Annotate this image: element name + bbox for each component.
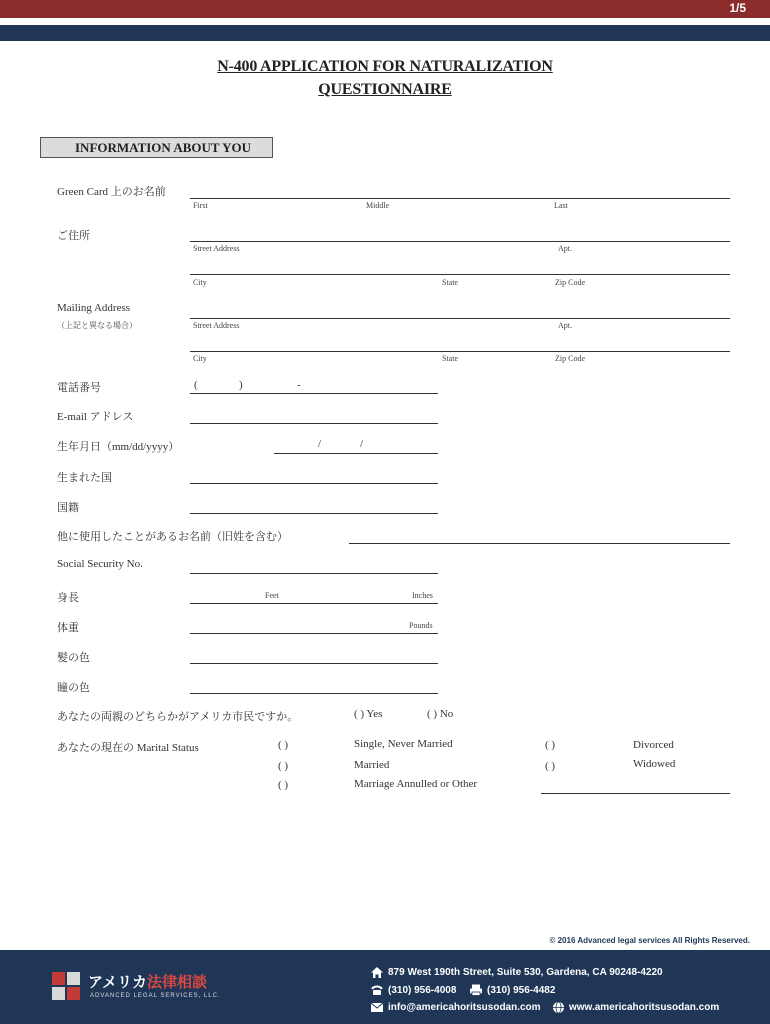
ssn-label: Social Security No. [57, 558, 143, 570]
top-bar [0, 0, 770, 18]
dob-separator-1: / [318, 438, 322, 450]
married-option-label: Married [354, 759, 390, 771]
other-names-input-line[interactable] [349, 543, 730, 544]
company-logo-subtitle: ADVANCED LEGAL SERVICES, LLC. [90, 993, 221, 999]
widowed-checkbox[interactable]: ( ) [545, 760, 556, 772]
phone-icon [370, 984, 384, 996]
parents-citizen-label: あなたの両親のどちらかがアメリカ市民ですか。 [57, 711, 299, 723]
mailing-apt-caption: Apt. [558, 321, 572, 330]
footer-phone: (310) 956-4008 [388, 985, 457, 996]
eye-color-label: 瞳の色 [57, 682, 90, 694]
section-header: INFORMATION ABOUT YOU [40, 137, 273, 158]
birth-country-label: 生まれた国 [57, 472, 112, 484]
ssn-input-line[interactable] [190, 573, 438, 574]
copyright-text: © 2016 Advanced legal services All Rights Reserved. [549, 936, 750, 945]
nationality-input-line[interactable] [190, 513, 438, 514]
header-band [0, 25, 770, 41]
footer-email[interactable]: info@americahoritsusodan.com [388, 1002, 541, 1013]
dob-input-line[interactable] [274, 453, 438, 454]
apt-caption: Apt. [558, 244, 572, 253]
footer-website[interactable]: www.americahoritsusodan.com [569, 1002, 720, 1013]
phone-dash: - [297, 379, 301, 391]
city-caption: City [193, 278, 207, 287]
single-checkbox[interactable]: ( ) [278, 739, 289, 751]
mailing-street-caption: Street Address [193, 321, 240, 330]
weight-input-line[interactable] [190, 633, 438, 634]
mail-icon [370, 1002, 384, 1013]
mailing-zip-caption: Zip Code [555, 354, 585, 363]
email-input-line[interactable] [190, 423, 438, 424]
company-logo-mark [52, 972, 82, 1002]
hair-color-label: 髪の色 [57, 652, 90, 664]
state-caption: State [442, 278, 458, 287]
company-logo-text: アメリカ法律相談 [88, 973, 207, 991]
mailing-street-line[interactable] [190, 318, 730, 319]
hair-color-input-line[interactable] [190, 663, 438, 664]
phone-open-paren: ( [194, 379, 198, 391]
parents-citizen-yes-option[interactable]: ( ) Yes [354, 708, 383, 720]
first-name-caption: First [193, 201, 208, 210]
feet-caption: Feet [265, 591, 279, 600]
document-subtitle: QUESTIONNAIRE [318, 81, 452, 98]
footer-address: 879 West 190th Street, Suite 530, Gardena, CA 90248-4220 [388, 967, 663, 978]
email-label: E-mail アドレス [57, 411, 134, 423]
footer-fax: (310) 956-4482 [487, 985, 556, 996]
mailing-address-label: Mailing Address [57, 302, 131, 314]
parents-citizen-no-option[interactable]: ( ) No [427, 708, 454, 720]
inches-caption: Inches [412, 591, 433, 600]
single-option-label: Single, Never Married [354, 738, 453, 750]
pounds-caption: Pounds [409, 621, 433, 630]
mailing-address-note: （上記と異なる場合） [57, 321, 137, 330]
marital-other-input-line[interactable] [541, 793, 730, 794]
document-title: N-400 APPLICATION FOR NATURALIZATION [217, 58, 553, 75]
name-input-line[interactable] [190, 198, 730, 199]
annulled-checkbox[interactable]: ( ) [278, 779, 289, 791]
other-names-label: 他に使用したことがあるお名前（旧姓を含む） [57, 531, 288, 543]
home-icon [370, 966, 384, 979]
zip-caption: Zip Code [555, 278, 585, 287]
widowed-option-label: Widowed [633, 758, 676, 770]
page-number: 1/5 [729, 1, 746, 15]
annulled-option-label: Marriage Annulled or Other [354, 778, 478, 790]
height-input-line[interactable] [190, 603, 438, 604]
middle-name-caption: Middle [366, 201, 390, 210]
phone-input-line[interactable] [190, 393, 438, 394]
dob-separator-2: / [360, 438, 364, 450]
mailing-state-caption: State [442, 354, 458, 363]
married-checkbox[interactable]: ( ) [278, 760, 289, 772]
dob-label: 生年月日（mm/dd/yyyy） [57, 441, 180, 453]
name-label: Green Card 上のお名前 [57, 186, 166, 198]
marital-status-label: あなたの現在の Marital Status [57, 742, 199, 754]
globe-icon [552, 1001, 565, 1014]
fax-icon [469, 984, 483, 996]
street-address-line[interactable] [190, 241, 730, 242]
phone-close-paren: ) [239, 379, 243, 391]
divorced-option-label: Divorced [633, 739, 674, 751]
street-address-caption: Street Address [193, 244, 240, 253]
address-label: ご住所 [57, 230, 90, 242]
last-name-caption: Last [554, 201, 568, 210]
city-state-zip-line[interactable] [190, 274, 730, 275]
eye-color-input-line[interactable] [190, 693, 438, 694]
divorced-checkbox[interactable]: ( ) [545, 739, 556, 751]
height-label: 身長 [57, 592, 79, 604]
mailing-city-caption: City [193, 354, 207, 363]
birth-country-input-line[interactable] [190, 483, 438, 484]
mailing-city-line[interactable] [190, 351, 730, 352]
phone-label: 電話番号 [57, 382, 101, 394]
nationality-label: 国籍 [57, 502, 79, 514]
weight-label: 体重 [57, 622, 79, 634]
